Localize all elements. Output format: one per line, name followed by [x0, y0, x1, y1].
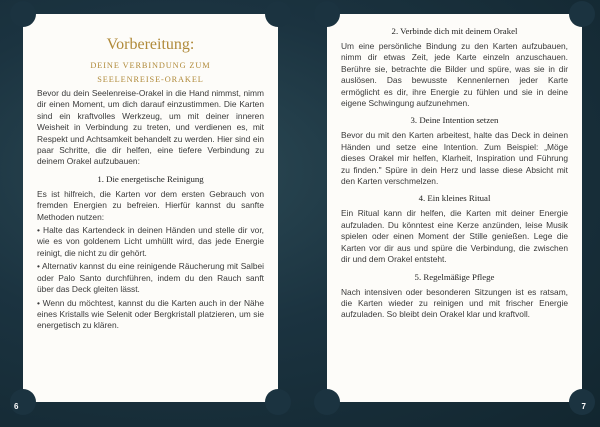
section-1-text: Es ist hilfreich, die Karten vor dem ersten Gebrauch von fremden Energien zu befreien. Hierfür kannst du sanfte Methoden nutzen:: [37, 188, 264, 222]
corner-notch: [265, 1, 291, 27]
corner-notch: [265, 389, 291, 415]
bullet-item-2: • Alternativ kannst du eine reinigende Räucherung mit Salbei oder Palo Santo durchführen, indem du den Rauch sanft über das Deck gleiten lässt.: [37, 261, 264, 295]
page-title: Vorbereitung:: [106, 36, 195, 53]
corner-notch: [314, 1, 340, 27]
corner-notch: [569, 1, 595, 27]
section-3-text: Bevor du mit den Karten arbeitest, halte das Deck in deinen Händen und setze eine Intention. Zum Beispiel: „Möge dieses Orakel mir helfen, Klarheit, Inspiration und Führung zu finden." Spüre in dein Herz und lasse diese Absicht mit den Karten verschmelzen.: [341, 130, 568, 187]
section-2-heading: 2. Verbinde dich mit deinem Orakel: [391, 26, 518, 36]
bullet-item-3: • Wenn du möchtest, kannst du die Karten auch in der Nähe eines Kristalls wie Selenit oder Bergkristall platzieren, um sie energetisch zu klären.: [37, 297, 264, 331]
page-subtitle-line-2: SEELENREISE-ORAKEL: [97, 75, 204, 84]
section-5-text: Nach intensiven oder besonderen Sitzungen ist es ratsam, die Karten wieder zu reinigen und mit frischer Energie aufzuladen. So bleibt dein Orakel klar und kraftvoll.: [341, 286, 568, 320]
corner-notch: [10, 1, 36, 27]
section-5-heading: 5. Regelmäßige Pflege: [414, 271, 495, 282]
section-2-text: Um eine persönliche Bindung zu den Karten aufzubauen, nimm dir etwas Zeit, jede Karte einzeln anzuschauen. Berühre sie, betrachte die Bilder und spüre, was sie in dir auslösen. Das bewusste Kennenlernen jeder Karte ermöglicht es dir, ihre Energie zu fühlen und sie in deine eigene Schwingung aufzunehmen.: [341, 41, 568, 109]
section-3-heading: 3. Deine Intention setzen: [410, 115, 499, 126]
section-4-text: Ein Ritual kann dir helfen, die Karten mit deiner Energie aufzuladen. Du könntest eine Kerze anzünden, leise Musik spielen oder einen Moment der Stille genießen. Lege die Karten vor dir aus und spüre die Verbindung, die zwischen dir und dem Orakel entsteht.: [341, 208, 568, 265]
intro-paragraph: Bevor du dein Seelenreise-Orakel in die Hand nimmst, nimm dir einen Moment, um dich darauf einzustimmen. Die Karten sind ein kraftvolles Werkzeug, um mit deiner inneren Weisheit in Verbindung zu treten, und verdienen es, mit Respekt und Achtsamkeit behandelt zu werden. Hier sind ein paar Schritte, die dir helfen, eine tiefere Verbindung zu deinem Orakel aufzubauen:: [37, 88, 264, 167]
right-page-card: [327, 14, 582, 402]
section-1-heading: 1. Die energetische Reinigung: [97, 173, 204, 184]
page-number-left: 6: [14, 402, 19, 411]
page-number-right: 7: [581, 402, 586, 411]
page-subtitle-line-1: DEINE VERBINDUNG ZUM: [90, 61, 211, 70]
section-4-heading: 4. Ein kleines Ritual: [418, 193, 491, 204]
bullet-item-1: • Halte das Kartendeck in deinen Händen und stelle dir vor, wie es von goldenem Licht umhüllt wird, das jede Energie reinigt, die nicht zu dir gehört.: [37, 225, 264, 258]
corner-notch: [314, 389, 340, 415]
left-page-card: [23, 14, 278, 402]
